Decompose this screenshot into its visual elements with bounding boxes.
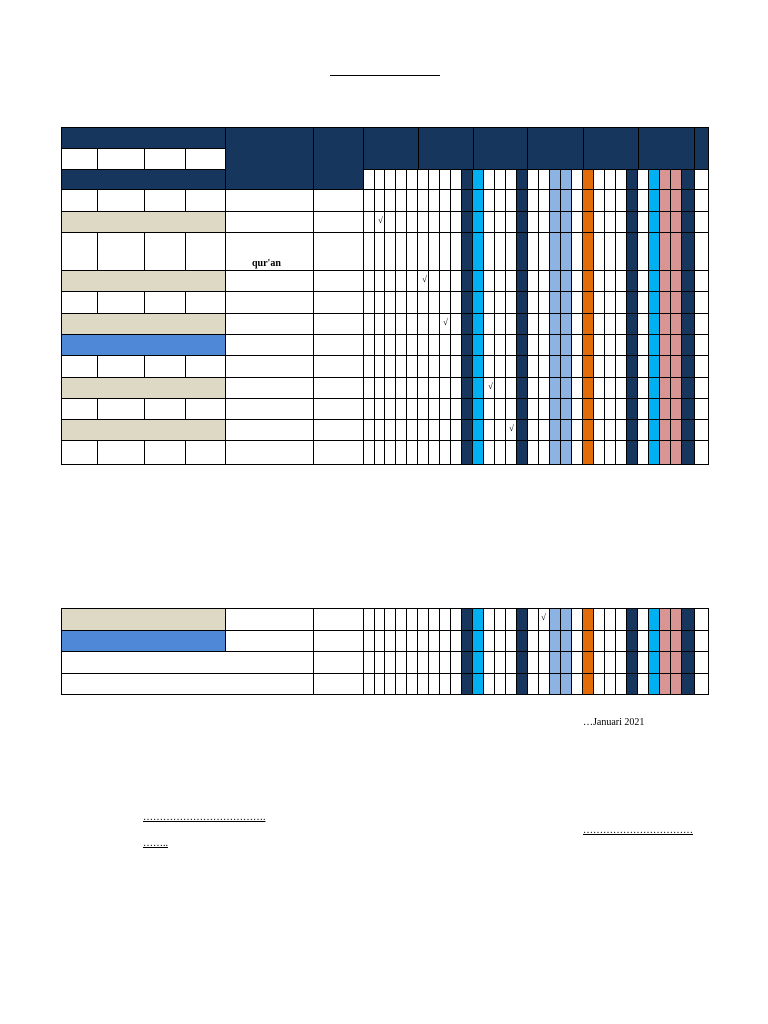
table-cell	[61, 440, 98, 465]
header-cell	[185, 148, 226, 170]
header-cell	[61, 148, 98, 170]
grid-cell	[681, 377, 695, 399]
title-underline	[330, 75, 440, 76]
grid-cell	[681, 673, 695, 695]
table-cell	[61, 189, 98, 212]
grid-cell	[694, 608, 709, 631]
table-cell	[313, 232, 364, 271]
check-mark: √	[541, 612, 546, 622]
table-cell	[97, 291, 145, 314]
table-cell	[185, 189, 226, 212]
grid-cell	[681, 608, 695, 631]
table-cell	[225, 398, 314, 420]
table-cell	[313, 270, 364, 292]
grid-cell	[681, 211, 695, 233]
grid-cell	[694, 169, 709, 190]
grid-cell	[681, 334, 695, 356]
grid-cell	[694, 419, 709, 441]
signature-left-line-2: ……..	[143, 838, 168, 849]
table-cell	[225, 334, 314, 356]
grid-cell	[694, 673, 709, 695]
grid-cell	[681, 232, 695, 271]
table-cell	[313, 313, 364, 335]
header-cell	[144, 148, 186, 170]
row-label: qur'an	[252, 258, 281, 269]
table-cell	[225, 313, 314, 335]
table-cell	[225, 608, 314, 631]
header-group	[473, 127, 528, 170]
table-cell	[144, 232, 186, 271]
table-cell	[97, 440, 145, 465]
table-cell	[225, 377, 314, 399]
table-cell	[225, 211, 314, 233]
grid-cell	[681, 270, 695, 292]
header-group	[363, 127, 419, 170]
table-cell	[97, 398, 145, 420]
table-cell	[225, 355, 314, 378]
header-column	[225, 127, 314, 190]
table-cell	[61, 398, 98, 420]
row-band	[61, 313, 226, 335]
table-cell	[185, 355, 226, 378]
table-cell	[144, 189, 186, 212]
grid-cell	[681, 189, 695, 212]
table-cell	[185, 398, 226, 420]
row-band	[61, 608, 226, 631]
grid-cell	[694, 211, 709, 233]
grid-cell	[694, 313, 709, 335]
table-cell	[144, 398, 186, 420]
header-group	[638, 127, 695, 170]
table-cell	[225, 440, 314, 465]
grid-cell	[681, 398, 695, 420]
check-mark: √	[443, 317, 448, 327]
check-mark: √	[378, 215, 383, 225]
table-cell	[144, 355, 186, 378]
table-cell	[61, 673, 314, 695]
grid-cell	[694, 377, 709, 399]
table-cell	[313, 355, 364, 378]
table-cell	[225, 291, 314, 314]
grid-cell	[694, 398, 709, 420]
table-cell	[313, 377, 364, 399]
table-cell	[313, 440, 364, 465]
table-cell	[61, 355, 98, 378]
table-cell	[61, 291, 98, 314]
check-mark: √	[509, 423, 514, 433]
table-cell	[225, 270, 314, 292]
table-cell	[185, 232, 226, 271]
row-band	[61, 270, 226, 292]
table-cell	[225, 419, 314, 441]
row-band	[61, 377, 226, 399]
header-group	[527, 127, 584, 170]
table-cell	[313, 189, 364, 212]
table-cell	[97, 355, 145, 378]
table-cell	[313, 291, 364, 314]
table-cell	[313, 419, 364, 441]
header-band	[61, 169, 226, 190]
table-cell	[185, 440, 226, 465]
row-band	[61, 630, 226, 652]
header-band	[61, 127, 226, 149]
table-cell	[97, 189, 145, 212]
grid-cell	[694, 355, 709, 378]
check-mark: √	[488, 381, 493, 391]
row-band	[61, 419, 226, 441]
table-cell	[97, 232, 145, 271]
date-text: …Januari 2021	[583, 717, 645, 728]
signature-left-line: ……………………………….	[143, 812, 266, 823]
grid-cell	[681, 440, 695, 465]
header-group	[583, 127, 639, 170]
table-cell	[313, 630, 364, 652]
table-cell	[313, 673, 364, 695]
table-cell	[313, 334, 364, 356]
row-band	[61, 211, 226, 233]
signature-right-line: ……………………………	[583, 825, 693, 836]
grid-cell	[681, 355, 695, 378]
table-cell	[313, 651, 364, 674]
table-cell	[61, 232, 98, 271]
grid-cell	[681, 630, 695, 652]
grid-cell	[681, 419, 695, 441]
grid-cell	[694, 651, 709, 674]
table-cell	[313, 608, 364, 631]
table-cell	[313, 398, 364, 420]
grid-cell	[694, 232, 709, 271]
table-cell	[313, 211, 364, 233]
grid-cell	[694, 630, 709, 652]
header-group	[418, 127, 474, 170]
table-cell	[225, 189, 314, 212]
grid-cell	[681, 169, 695, 190]
grid-cell	[681, 651, 695, 674]
grid-cell	[681, 291, 695, 314]
grid-cell	[694, 334, 709, 356]
grid-cell	[694, 270, 709, 292]
grid-cell	[694, 189, 709, 212]
grid-cell	[694, 291, 709, 314]
table-cell	[185, 291, 226, 314]
header-column	[313, 127, 364, 190]
table-cell	[144, 291, 186, 314]
check-mark: √	[422, 274, 427, 284]
row-band	[61, 334, 226, 356]
table-cell	[225, 630, 314, 652]
header-cell	[97, 148, 145, 170]
table-cell	[61, 651, 314, 674]
grid-cell	[681, 313, 695, 335]
grid-cell	[694, 440, 709, 465]
table-cell	[144, 440, 186, 465]
header-group	[694, 127, 709, 170]
